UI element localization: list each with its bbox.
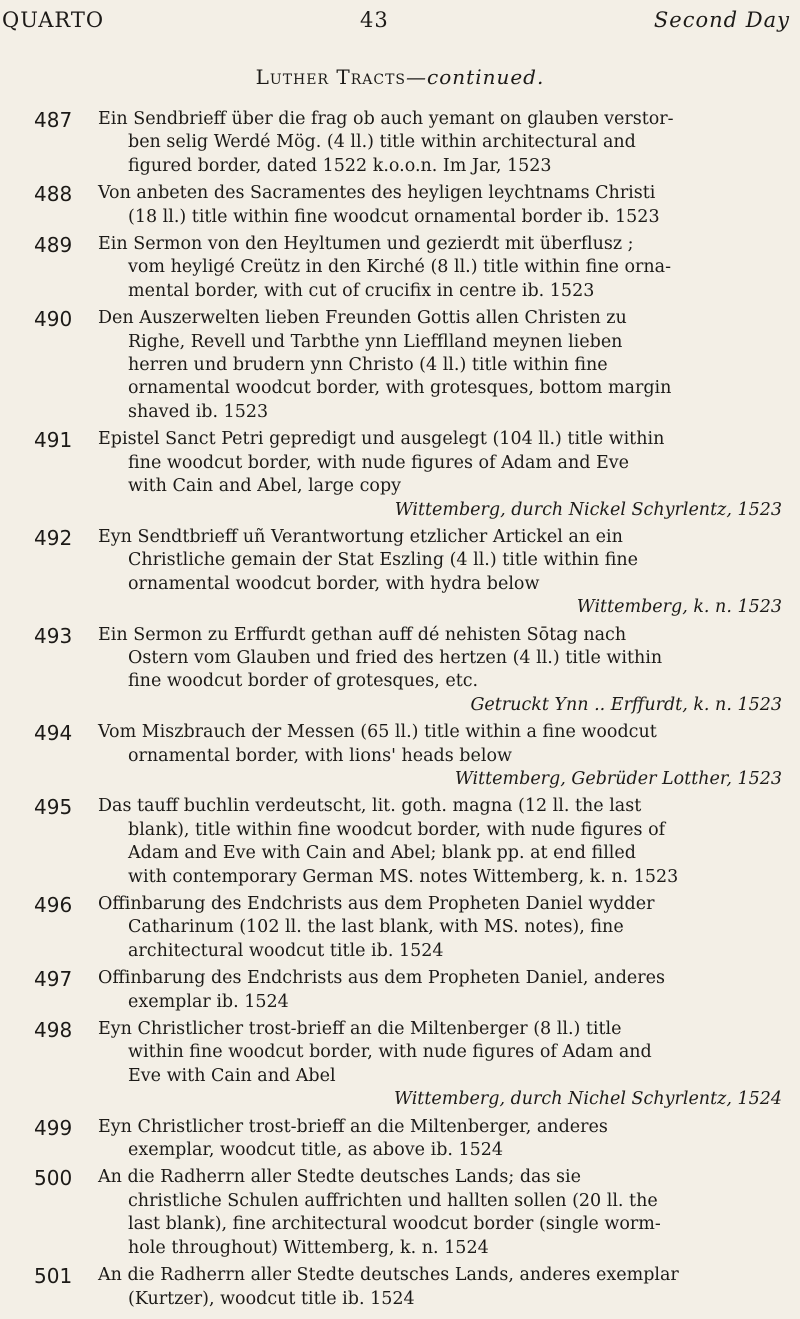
catalogue-entry: [0, 721, 800, 791]
lot-number: 490: [34, 307, 73, 332]
entry-line: with Cain and Abel, large copy: [128, 476, 402, 497]
catalogue-entry: [0, 967, 800, 1014]
entry-line: Den Auszerwelten lieben Freunden Gottis allen Christen zu: [98, 308, 627, 329]
entry-line: Offinbarung des Endchrists aus dem Propheten Daniel wydder: [98, 894, 655, 914]
entry-line: Christliche gemain der Stat Eszling (4 ll.) title within fine: [128, 550, 639, 571]
entry-line: Ein Sendbrieff über die frag ob auch yemant on glauben verstor-: [98, 109, 674, 129]
entry-line: exemplar, woodcut title, as above ib. 1524: [128, 1140, 504, 1161]
entry-line: mental border, with cut of crucifix in centre ib. 1523: [128, 280, 595, 301]
catalogue-entry: [0, 1116, 800, 1163]
entry-line: christliche Schulen auffrichten und hallten sollen (20 ll. the: [128, 1190, 658, 1211]
lot-number: 499: [34, 1115, 73, 1140]
catalogue-entry: [0, 108, 800, 178]
entry-line: vom heyligé Creütz in den Kirché (8 ll.) title within fine orna-: [128, 257, 671, 278]
entry-line: Ein Sermon zu Erffurdt gethan auff dé nehisten Sōtag nach: [98, 624, 627, 645]
catalogue-entry: [0, 526, 800, 620]
lot-number: 500: [34, 1166, 73, 1191]
entry-line: hole throughout) Wittemberg, k. n. 1524: [128, 1237, 489, 1258]
lot-number: 491: [34, 428, 73, 453]
catalogue-entry: [0, 428, 800, 522]
entry-line: Eyn Christlicher trost-brieff an die Miltenberger (8 ll.) title: [98, 1019, 622, 1040]
entry-line: fine woodcut border, with nude figures of Adam and Eve: [128, 452, 630, 473]
entry-line: Eve with Cain and Abel: [128, 1065, 336, 1086]
entry-line: ornamental woodcut border, with hydra below: [128, 573, 540, 594]
lot-number: 497: [34, 967, 73, 992]
page-header: [2, 8, 790, 38]
entry-line: Righe, Revell und Tarbthe ynn Liefflland meynen lieben: [128, 331, 623, 352]
entry-line: shaved ib. 1523: [128, 401, 269, 422]
page-number: 43: [360, 8, 389, 32]
lot-number: 487: [34, 108, 73, 132]
entry-line: Wittemberg, k. n. 1523: [576, 597, 782, 618]
entry-line: An die Radherrn aller Stedte deutsches Lands; das sie: [98, 1167, 581, 1188]
entry-line: Vom Miszbrauch der Messen (65 ll.) title within a fine woodcut: [98, 722, 657, 743]
lot-number: 501: [34, 1264, 73, 1289]
lot-number: 498: [34, 1018, 73, 1043]
entry-line: Adam and Eve with Cain and Abel; blank pp. at end filled: [128, 843, 636, 864]
entry-line: Ostern vom Glauben und fried des hertzen (4 ll.) title within: [128, 647, 663, 668]
entry-line: architectural woodcut title ib. 1524: [128, 940, 444, 961]
lot-number: 495: [34, 795, 73, 820]
entry-line: Das tauff buchlin verdeutscht, lit. goth. magna (12 ll. the last: [98, 796, 642, 817]
catalogue-entry: [0, 307, 800, 424]
lot-number: 489: [34, 233, 73, 258]
entry-line: within fine woodcut border, with nude figures of Adam and: [128, 1042, 652, 1063]
header-left: QUARTO: [2, 8, 105, 32]
entry-line: herren und brudern ynn Christo (4 ll.) title within fine: [128, 355, 608, 376]
section-title: [0, 65, 800, 89]
entry-line: An die Radherrn aller Stedte deutsches Lands, anderes exemplar: [98, 1265, 679, 1286]
entry-line: figured border, dated 1522 k.o.o.n. Im Jar, 1523: [128, 155, 552, 176]
entry-line: Getruckt Ynn .. Erffurdt, k. n. 1523: [470, 694, 782, 715]
lot-number: 492: [34, 525, 73, 550]
catalogue-entry: [0, 893, 800, 963]
lot-number: 496: [34, 893, 73, 917]
entry-line: Catharinum (102 ll. the last blank, with MS. notes), fine: [128, 917, 624, 938]
entry-line: ornamental border, with lions' heads below: [128, 745, 512, 766]
entry-line: blank), title within fine woodcut border, with nude figures of: [128, 819, 666, 840]
entry-line: Epistel Sanct Petri gepredigt und ausgelegt (104 ll.) title within: [98, 429, 665, 450]
entry-line: last blank), fine architectural woodcut border (single worm-: [128, 1214, 661, 1235]
catalogue-entry: [0, 795, 800, 889]
entry-line: ornamental woodcut border, with grotesques, bottom margin: [128, 378, 672, 399]
lot-number: 493: [34, 623, 73, 648]
section-title-name: Luther Tracts: [255, 65, 407, 89]
lot-number: 494: [34, 721, 73, 746]
lot-number: 488: [34, 182, 73, 207]
catalogue-entry: [0, 1264, 800, 1311]
catalogue-entry: [0, 1018, 800, 1112]
catalogue-entry: [0, 182, 800, 229]
entry-line: Eyn Christlicher trost-brieff an die Miltenberger, anderes: [98, 1116, 608, 1137]
entry-line: Wittemberg, Gebrüder Lotther, 1523: [454, 768, 782, 789]
entry-line: ben selig Werdé Mög. (4 ll.) title within architectural and: [128, 132, 636, 153]
entry-line: Eyn Sendtbrieff uñ Verantwortung etzlicher Artickel an ein: [98, 526, 623, 547]
entry-line: Offinbarung des Endchrists aus dem Propheten Daniel, anderes: [98, 968, 665, 989]
entry-list: [0, 108, 800, 1315]
entry-line: Wittemberg, durch Nichel Schyrlentz, 1524: [394, 1089, 782, 1110]
catalogue-entry: [0, 1166, 800, 1260]
entry-line: (Kurtzer), woodcut title ib. 1524: [128, 1288, 415, 1309]
entry-line: (18 ll.) title within fine woodcut ornamental border ib. 1523: [128, 206, 660, 227]
entry-line: with contemporary German MS. notes Wittemberg, k. n. 1523: [128, 866, 679, 887]
entry-line: Ein Sermon von den Heyltumen und gezierdt mit überflusz ;: [98, 234, 634, 255]
catalogue-entry: [0, 233, 800, 303]
section-title-suffix: —continued.: [406, 65, 545, 89]
entry-line: Von anbeten des Sacramentes des heyligen leychtnams Christi: [98, 183, 656, 204]
header-right: Second Day: [653, 8, 790, 32]
entry-line: fine woodcut border of grotesques, etc.: [128, 671, 479, 692]
entry-line: exemplar ib. 1524: [128, 991, 289, 1012]
entry-line: Wittemberg, durch Nickel Schyrlentz, 1523: [394, 499, 782, 520]
catalogue-entry: [0, 624, 800, 718]
